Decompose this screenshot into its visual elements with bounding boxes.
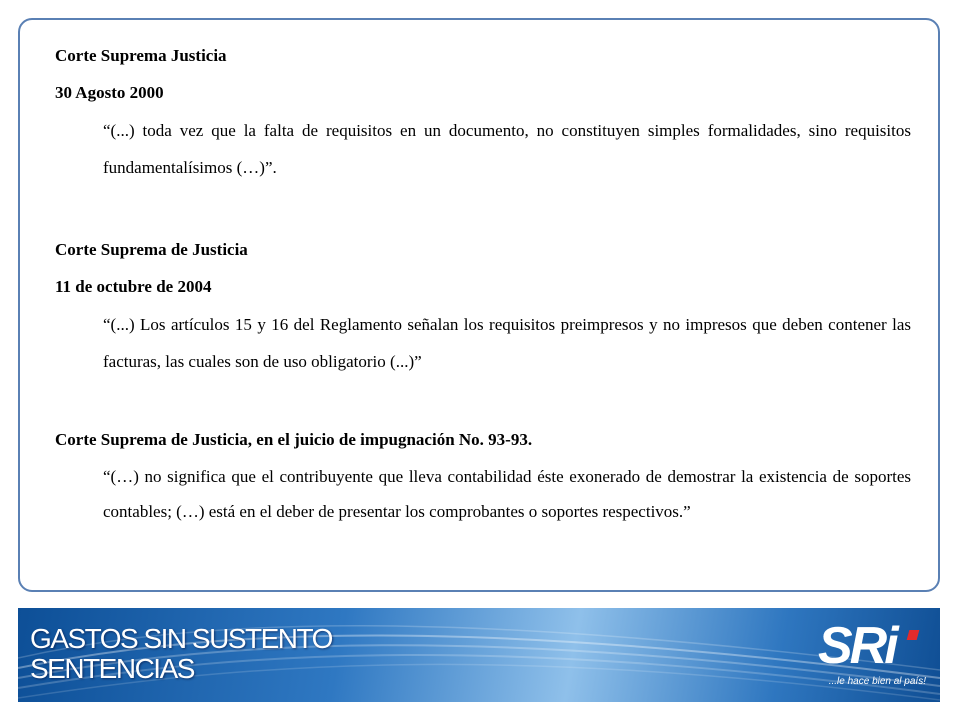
sri-logo — [816, 616, 926, 696]
ruling-3 — [55, 430, 911, 529]
slide-title-line-1: GASTOS SIN SUSTENTO — [30, 623, 332, 654]
ruling-2 — [55, 240, 911, 380]
ruling-quote: “(...) toda vez que la falta de requisitos en un documento, no constituyen simples formalidades, sino requisitos fundamentalísimos (…)”. — [103, 121, 911, 177]
court-title: Corte Suprema Justicia — [55, 46, 227, 65]
court-date: 30 Agosto 2000 — [55, 83, 164, 102]
ruling-1 — [55, 46, 911, 186]
slide-title — [30, 624, 332, 684]
logo-wordmark: SRi — [818, 617, 896, 675]
slide-title-line-2: SENTENCIAS — [30, 653, 194, 684]
footer-banner — [18, 608, 940, 702]
court-date: 11 de octubre de 2004 — [55, 277, 212, 296]
court-title: Corte Suprema de Justicia, en el juicio de impugnación No. 93-93. — [55, 430, 533, 449]
logo-accent-icon — [907, 630, 920, 640]
court-title: Corte Suprema de Justicia — [55, 240, 248, 259]
ruling-quote: “(...) Los artículos 15 y 16 del Reglamento señalan los requisitos preimpresos y no impresos que deben contener las facturas, las cuales son de uso obligatorio (...)” — [103, 315, 911, 371]
logo-slogan: ...le hace bien al país! — [828, 676, 926, 687]
ruling-quote: “(…) no significa que el contribuyente que lleva contabilidad éste exonerado de demostrar la existencia de soportes contables; (…) está en el deber de presentar los comprobantes o soportes respectivos.” — [103, 467, 911, 521]
